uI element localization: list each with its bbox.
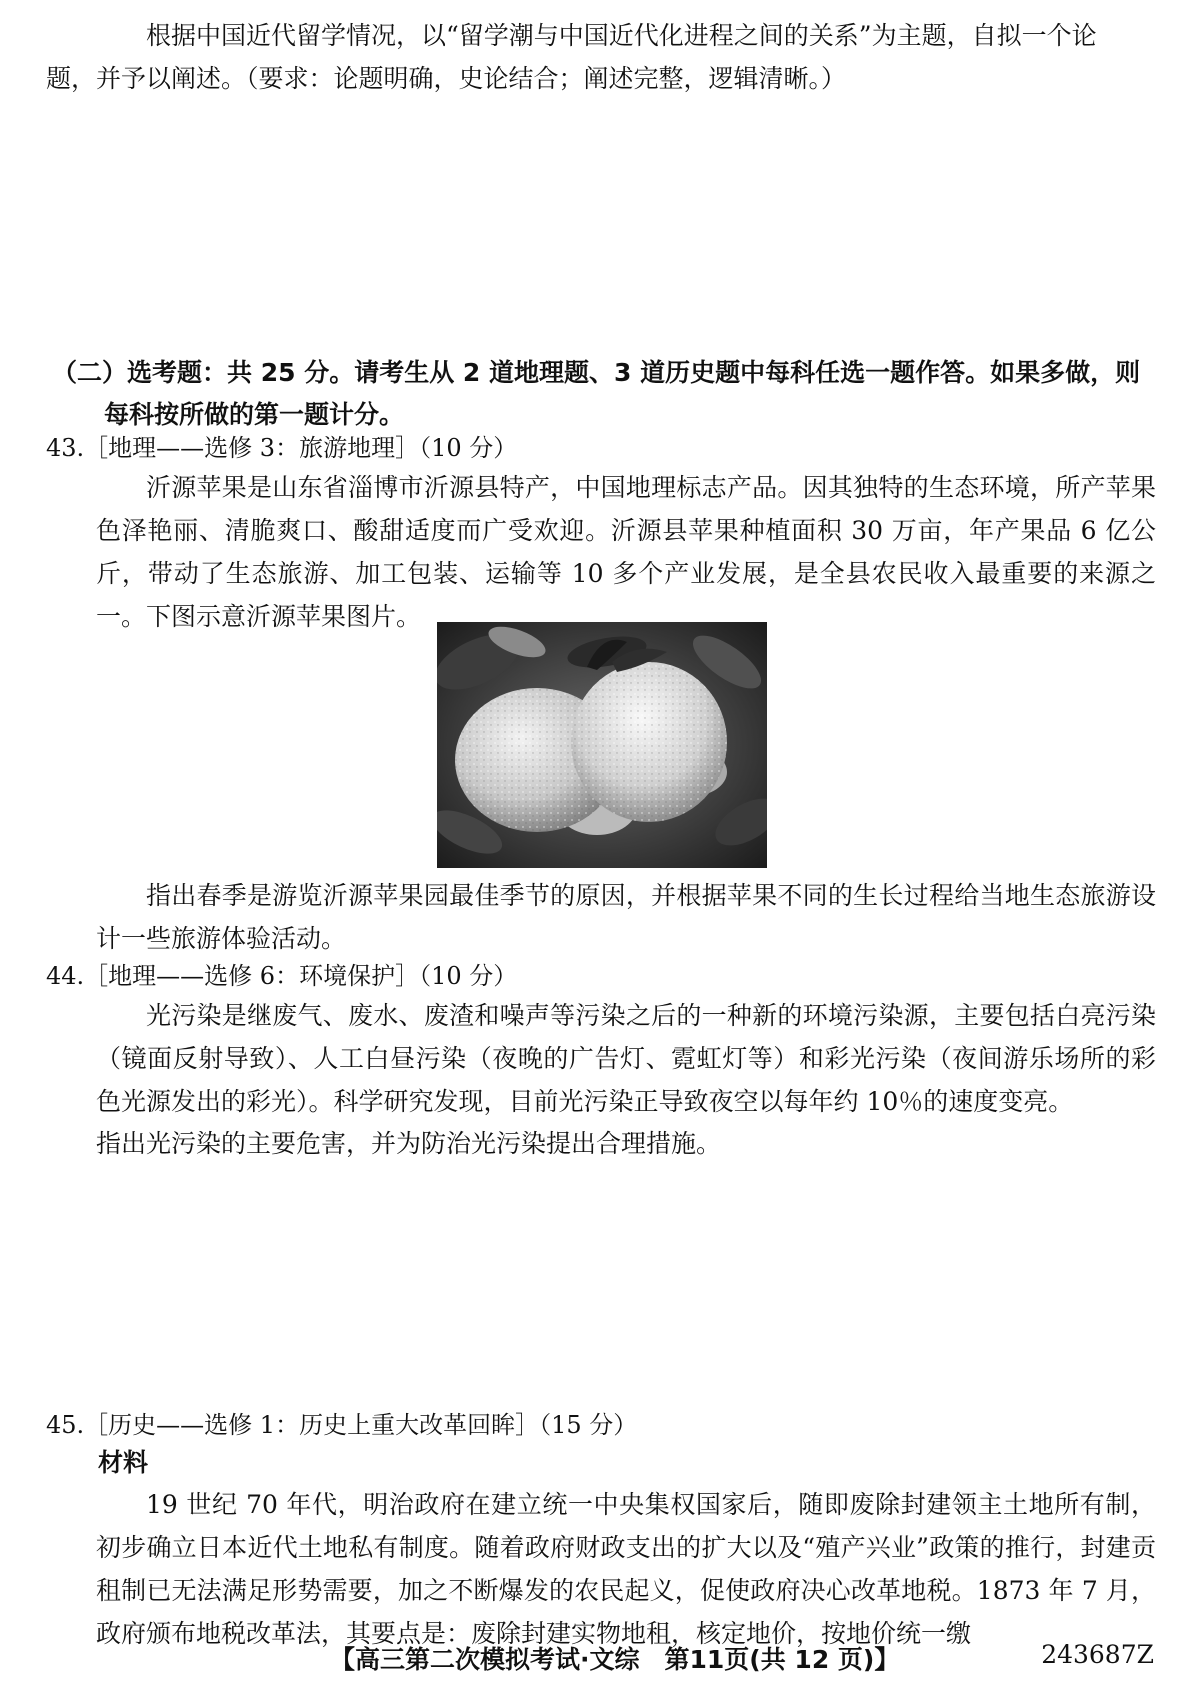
apple-photo	[437, 622, 767, 868]
footer-exam-info: 【高三第二次模拟考试·文综 第11页(共 12 页)】	[330, 1645, 900, 1674]
section-2-line-1: （二）选考题：共 25 分。请考生从 2 道地理题、3 道历史题中每科任选一题作答。如果多做，则	[52, 358, 1141, 387]
q44-header: 44.［地理——选修 6：环境保护］（10 分）	[46, 962, 518, 990]
q44-question: 指出光污染的主要危害，并为防治光污染提出合理措施。	[96, 1129, 722, 1158]
apple-image	[437, 622, 767, 868]
q45-header: 45.［历史——选修 1：历史上重大改革回眸］（15 分）	[46, 1411, 638, 1439]
footer-code: 243687Z	[1041, 1640, 1154, 1669]
q44-body: 光污染是继废气、废水、废渣和噪声等污染之后的一种新的环境污染源，主要包括白亮污染（镜面反射导致）、人工白昼污染（夜晚的广告灯、霓虹灯等）和彩光污染（夜间游乐场所的彩色光源发出的彩光）。科学研究发现，目前光污染正导致夜空以每年约 10％的速度变亮。	[96, 1001, 1156, 1116]
page-footer	[0, 1636, 1200, 1676]
q45-material-label: 材料	[98, 1448, 149, 1477]
q43-body: 沂源苹果是山东省淄博市沂源县特产，中国地理标志产品。因其独特的生态环境，所产苹果色泽艳丽、清脆爽口、酸甜适度而广受欢迎。沂源县苹果种植面积 30 万亩，年产果品 6 亿公斤，带动了生态旅游、加工包装、运输等 10 多个产业发展，是全县农民收入最重要的来源之一。下图示意沂源苹果图片。	[96, 473, 1156, 631]
q45-body: 19 世纪 70 年代，明治政府在建立统一中央集权国家后，随即废除封建领主土地所有制，初步确立日本近代土地私有制度。随着政府财政支出的扩大以及“殖产兴业”政策的推行，封建贡租制已无法满足形势需要，加之不断爆发的农民起义，促使政府决心改革地税。1873 年 7 月，政府颁布地税改革法，其要点是：废除封建实物地租，核定地价，按地价统一缴	[96, 1490, 1156, 1648]
section-2-line-2: 每科按所做的第一题计分。	[104, 400, 405, 429]
section-2-header	[52, 352, 1162, 436]
q43-question: 指出春季是游览沂源苹果园最佳季节的原因，并根据苹果不同的生长过程给当地生态旅游设计一些旅游体验活动。	[96, 881, 1156, 953]
q43-header: 43.［地理——选修 3：旅游地理］（10 分）	[46, 434, 518, 462]
intro-line-2: 题，并予以阐述。（要求：论题明确，史论结合；阐述完整，逻辑清晰。）	[46, 64, 847, 93]
intro-paragraph	[46, 14, 1156, 100]
intro-line-1: 根据中国近代留学情况，以“留学潮与中国近代化进程之间的关系”为主题，自拟一个论	[146, 21, 1097, 50]
